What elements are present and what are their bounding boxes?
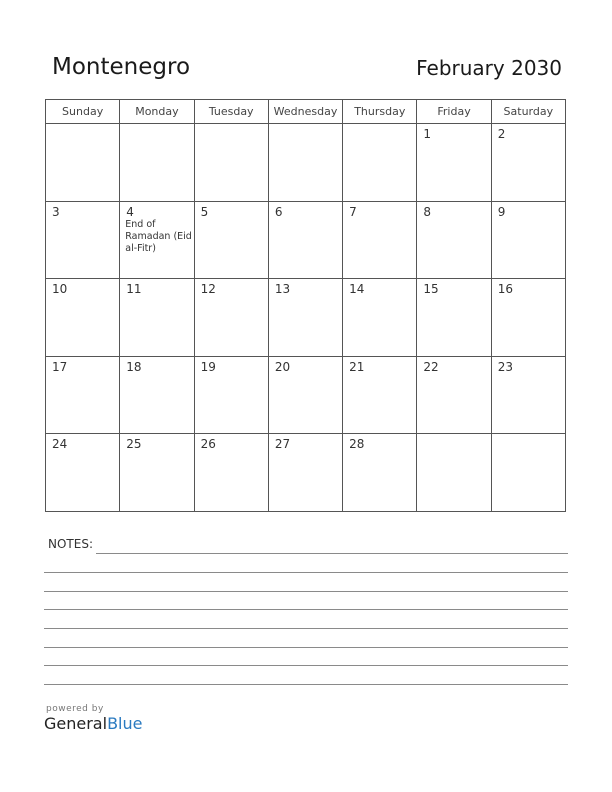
day-cell — [268, 434, 342, 512]
day-number: 28 — [349, 437, 365, 452]
day-cell — [268, 124, 342, 202]
notes-line — [44, 609, 568, 610]
day-number: 8 — [423, 204, 432, 219]
day-number — [417, 434, 490, 438]
day-number: 6 — [274, 204, 283, 219]
week-row — [46, 201, 566, 279]
holiday-label: End of Ramadan (Eid al-Fitr) — [125, 218, 192, 254]
week-row — [46, 434, 566, 512]
brand-logo — [44, 714, 142, 733]
brand-blue-text: Blue — [107, 714, 143, 733]
country-title: Montenegro — [52, 54, 191, 80]
day-number: 7 — [349, 204, 357, 219]
powered-by-text: powered by — [46, 704, 104, 714]
day-cell — [120, 201, 194, 279]
day-cell — [46, 124, 120, 202]
week-row — [46, 124, 566, 202]
month-calendar-grid — [45, 99, 566, 512]
day-cell — [417, 434, 491, 512]
day-cell — [491, 434, 565, 512]
weekday-thursday: Thursday — [343, 100, 417, 124]
day-cell — [491, 279, 565, 357]
day-cell — [46, 356, 120, 434]
day-cell — [120, 124, 194, 202]
day-number: 19 — [200, 359, 216, 374]
day-cell — [194, 279, 268, 357]
day-number: 13 — [274, 282, 291, 297]
day-cell — [120, 279, 194, 357]
day-number: 22 — [423, 359, 439, 374]
day-cell — [343, 124, 417, 202]
day-number: 2 — [497, 127, 506, 141]
day-number — [195, 124, 268, 128]
day-cell — [120, 434, 194, 512]
day-number: 24 — [52, 437, 68, 452]
notes-line — [44, 647, 568, 648]
day-number — [343, 124, 416, 128]
day-number: 4 — [126, 204, 134, 219]
day-number — [269, 124, 342, 128]
notes-line — [44, 591, 568, 592]
notes-line — [44, 665, 568, 666]
day-cell — [417, 279, 491, 357]
day-number: 18 — [126, 359, 142, 374]
day-number: 23 — [497, 359, 513, 374]
calendar-header — [46, 52, 566, 92]
day-number: 1 — [423, 127, 432, 141]
weekday-header-row — [46, 100, 566, 124]
day-cell — [343, 279, 417, 357]
notes-line — [44, 684, 568, 685]
day-number: 20 — [274, 359, 291, 374]
day-number: 14 — [349, 282, 365, 297]
day-number: 16 — [497, 282, 513, 297]
day-number: 10 — [52, 282, 68, 297]
day-cell — [268, 356, 342, 434]
day-cell — [417, 201, 491, 279]
day-cell — [46, 434, 120, 512]
day-number: 3 — [52, 204, 60, 219]
week-row — [46, 356, 566, 434]
day-number: 17 — [52, 359, 68, 374]
day-cell — [268, 279, 342, 357]
day-cell — [120, 356, 194, 434]
brand-general-text: General — [44, 714, 108, 733]
day-cell — [46, 279, 120, 357]
notes-line — [44, 572, 568, 573]
day-number: 11 — [126, 282, 142, 297]
day-number: 25 — [126, 437, 142, 452]
day-cell — [417, 356, 491, 434]
weekday-friday: Friday — [417, 100, 491, 124]
day-number: 5 — [200, 204, 209, 219]
day-cell — [343, 434, 417, 512]
day-cell — [194, 124, 268, 202]
notes-line — [44, 628, 568, 629]
day-cell — [491, 201, 565, 279]
day-number: 26 — [200, 437, 216, 452]
day-cell — [417, 124, 491, 202]
notes-label: NOTES: — [48, 537, 93, 551]
weekday-wednesday: Wednesday — [268, 100, 342, 124]
day-number: 27 — [274, 437, 291, 452]
day-number — [492, 434, 565, 438]
weekday-saturday: Saturday — [491, 100, 565, 124]
notes-line — [96, 553, 568, 554]
day-number: 15 — [423, 282, 439, 297]
day-cell — [343, 356, 417, 434]
month-title: February 2030 — [416, 56, 562, 80]
day-number — [120, 124, 193, 128]
day-number: 21 — [349, 359, 365, 374]
day-cell — [491, 124, 565, 202]
day-cell — [194, 434, 268, 512]
day-number: 12 — [200, 282, 216, 297]
generalblue-branding — [44, 704, 142, 733]
day-cell — [194, 356, 268, 434]
day-cell — [194, 201, 268, 279]
weekday-sunday: Sunday — [46, 100, 120, 124]
day-number — [46, 124, 119, 128]
week-row — [46, 279, 566, 357]
day-cell — [343, 201, 417, 279]
day-cell — [491, 356, 565, 434]
day-cell — [46, 201, 120, 279]
day-cell — [268, 201, 342, 279]
weekday-monday: Monday — [120, 100, 194, 124]
weekday-tuesday: Tuesday — [194, 100, 268, 124]
day-number: 9 — [497, 204, 506, 219]
